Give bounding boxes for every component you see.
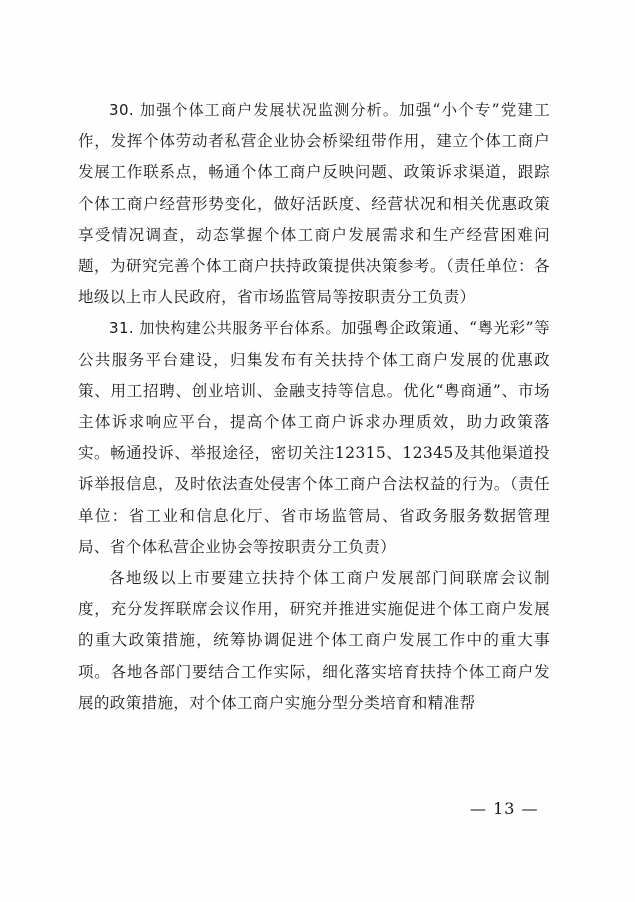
item-30-body: 加强“小个专”党建工作，发挥个体劳动者私营企业协会桥梁纽带作用，建立个体工商户发展工作联系点，畅通个体工商户反映问题、政策诉求渠道，跟踪个体工商户经营形势变化，做好活跃度、经营状况和相关优惠政策享受情况调查，动态掌握个体工商户发展需求和生产经营困难问题，为研究完善个体工商户扶持政策提供决策参考。（责任单位：各地级以上市人民政府，省市场监管局等按职责分工负责） [78,101,550,307]
item-31-heading: 31. 加快构建公共服务平台体系。 [109,319,342,338]
page-number: — 13 — [470,799,539,818]
item-30 [78,95,550,313]
item-30-heading: 30. 加强个体工商户发展状况监测分析。 [109,101,400,119]
item-31-body: 加强粤企政策通、“粤光彩”等公共服务平台建设，归集发布有关扶持个体工商户发展的优惠政策、用工招聘、创业培训、金融支持等信息。优化“粤商通”、市场主体诉求响应平台，提高个体工商户诉求办理质效，助力政策落实。畅通投诉、举报途径，密切关注12315、12345及其他渠道投诉举报信息，及时依法查处侵害个体工商户合法权益的行为。（责任单位：省工业和信息化厅、省市场监管局、省政务服务数据管理局、省个体私营企业协会等按职责分工负责） [78,319,550,556]
item-31 [78,313,550,563]
document-body [78,95,550,719]
closing-paragraph: 各地级以上市要建立扶持个体工商户发展部门间联席会议制度，充分发挥联席会议作用，研究并推进实施促进个体工商户发展的重大政策措施，统筹协调促进个体工商户发展工作中的重大事项。各地各部门要结合工作实际，细化落实培育扶持个体工商户发展的政策措施，对个体工商户实施分型分类培育和精准帮 [78,569,550,712]
